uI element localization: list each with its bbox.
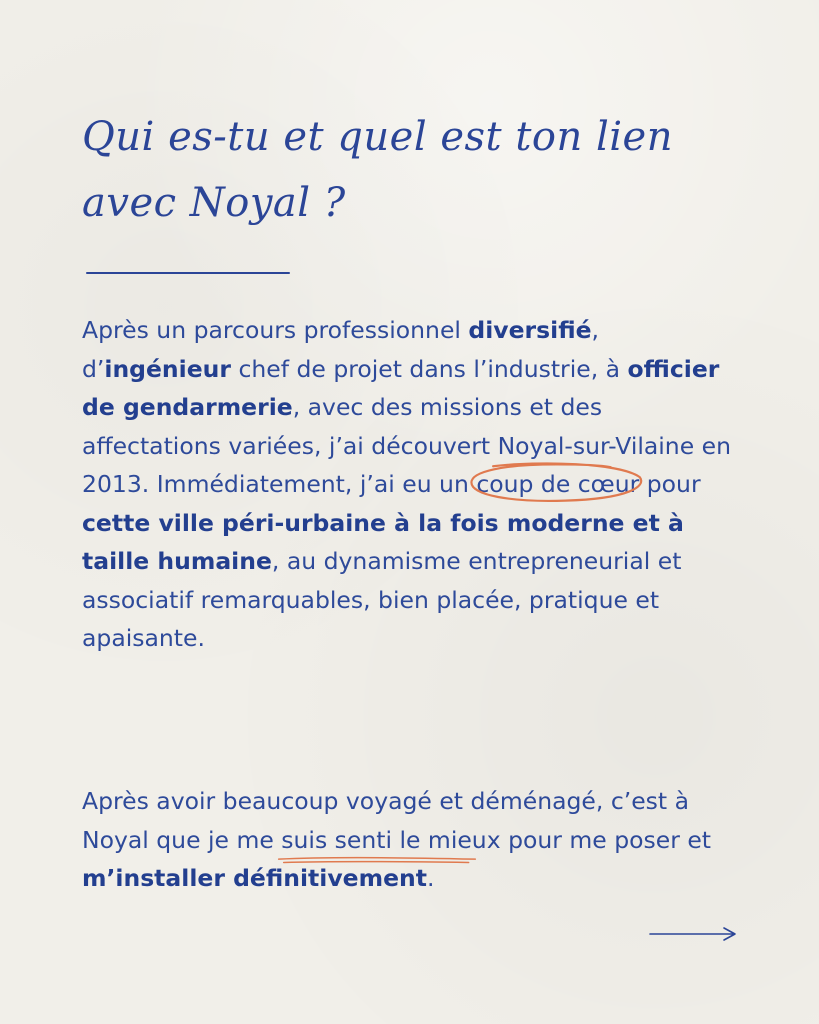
text-segment: pour me poser et [500, 825, 712, 854]
text-segment: pour [639, 470, 701, 498]
bold-segment: cette ville péri-urbaine à la fois moderne et à taille humaine [82, 508, 684, 575]
arrow-right-icon[interactable] [648, 924, 738, 944]
page-title [82, 104, 702, 236]
text-segment: , au dynamisme entrepreneurial et associatif remarquables, bien placée, pratique et apaisante. [82, 547, 682, 652]
circled-phrase [476, 465, 639, 504]
bold-segment: m’installer définitivement [82, 864, 427, 892]
circled-text: coup de cœur [476, 470, 640, 498]
bold-segment: ingénieur [104, 354, 231, 383]
bold-segment: officier de gendarmerie [82, 354, 720, 421]
title-line-1: Qui es-tu et quel est ton lien [82, 114, 673, 160]
title-line-2: avec Noyal ? [82, 180, 346, 226]
text-segment: Après un parcours professionnel [82, 316, 469, 344]
title-divider [86, 272, 290, 274]
underlined-text: suis senti le mieux [281, 825, 501, 854]
text-segment: . [427, 864, 435, 892]
text-segment: chef de projet dans l’industrie, à [230, 354, 628, 383]
text-segment: , avec des missions et des affectations variées, j’ai découvert Noyal-sur-Vilaine en 2013. Immédiatement, j’ai eu un [82, 393, 731, 498]
paragraph-1 [82, 311, 742, 658]
paragraph-2 [82, 782, 742, 898]
text-segment: Après avoir beaucoup voyagé et déménagé, c’est à Noyal que je me [82, 787, 689, 854]
bold-segment: diversifié [468, 316, 592, 344]
text-segment: , d’ [82, 316, 600, 383]
underlined-phrase [281, 821, 500, 860]
